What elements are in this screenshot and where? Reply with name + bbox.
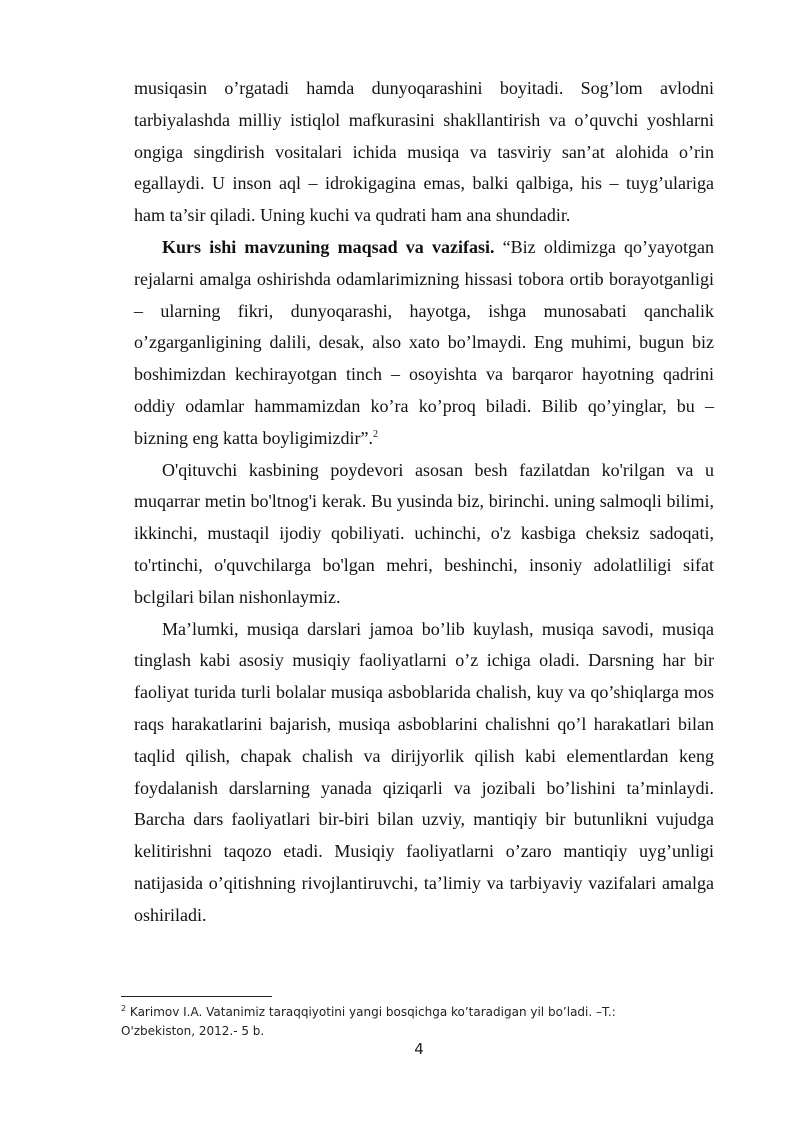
section-heading: Kurs ishi mavzuning maqsad va vazifasi. bbox=[162, 236, 495, 257]
paragraph-4: Ma’lumki, musiqa darslari jamoa bo’lib kuylash, musiqa savodi, musiqa tinglash kabi asosiy musiqiy faoliyatlarni o’z ichiga oladi. Darsning har bir faoliyat turida turli bolalar musiqa asboblarida chalish, kuy va qo’shiqlarga mos raqs harakatlarini bajarish, musiqa asboblarini chalishni qo’l harakatlari bilan taqlid qilish, chapak chalish va dirijyorlik qilish kabi elementlardan keng foydalanish darslarning yanada qiziqarli va jozibali bo’lishini ta’minlaydi. Barcha dars faoliyatlari bir-biri bilan uzviy, mantiqiy bir butunlikni vujudga kelitirishni taqozo etadi. Musiqiy faoliyatlarni o’zaro mantiqiy uyg’unligi natijasida o’qitishning rivojlantiruvchi, ta’limiy va tarbiyaviy vazifalari amalga oshiriladi. bbox=[134, 618, 714, 925]
paragraph-3: O'qituvchi kasbining poydevori asosan besh fazilatdan ko'rilgan va u muqarrar metin bo'ltnog'i kerak. Bu yusinda biz, birinchi. uning salmoqli bilimi, ikkinchi, mustaqil ijodiy qobiliyati. uchinchi, o'z kasbiga cheksiz sadoqati, to'rtinchi, o'quvchilarga bo'lgan mehri, beshinchi, insoniy adolatliligi sifat bclgilari bilan nishonlaymiz. bbox=[134, 459, 714, 607]
footnote-reference[interactable]: 2 bbox=[372, 428, 378, 440]
footnote-number: 2 bbox=[121, 1004, 127, 1013]
paragraph-1: musiqasin o’rgatadi hamda dunyoqarashini boyitadi. Sog’lom avlodni tarbiyalashda milliy istiqlol mafkurasini shakllantirish va o’quvchi yoshlarni ongiga singdirish vositalari ichida musiqa va tasviriy san’at alohida o’rin egallaydi. U inson aql – idrokigagina emas, balki qalbiga, his – tuyg’ulariga ham ta’sir qiladi. Uning kuchi va qudrati ham ana shundadir. bbox=[134, 78, 714, 226]
body-text bbox=[134, 73, 714, 932]
footnote bbox=[121, 1003, 681, 1041]
paragraph-2 bbox=[134, 232, 714, 455]
footnote-text: Karimov I.A. Vatanimiz taraqqiyotini yangi bosqichga ko’taradigan yil bo’ladi. –T.: O'zbekiston, 2012.- 5 b. bbox=[121, 1005, 616, 1038]
page-number: 4 bbox=[414, 1040, 424, 1058]
footnote-divider bbox=[121, 996, 272, 997]
paragraph-2-body: “Biz oldimizga qo’yayotgan rejalarni amalga oshirishda odamlarimizning hissasi tobora ortib borayotganligi – ularning fikri, dunyoqarashi, hayotga, ishga munosabati qanchalik o’zgarganligining dalili, desak, also xato bo’lmaydi. Eng muhimi, bugun biz boshimizdan kechirayotgan tinch – osoyishta va barqaror hayotning qadrini oddiy odamlar hammamizdan ko’ra ko’proq biladi. Bilib qo’yinglar, bu – bizning eng katta boyligimizdir”. bbox=[134, 236, 714, 448]
